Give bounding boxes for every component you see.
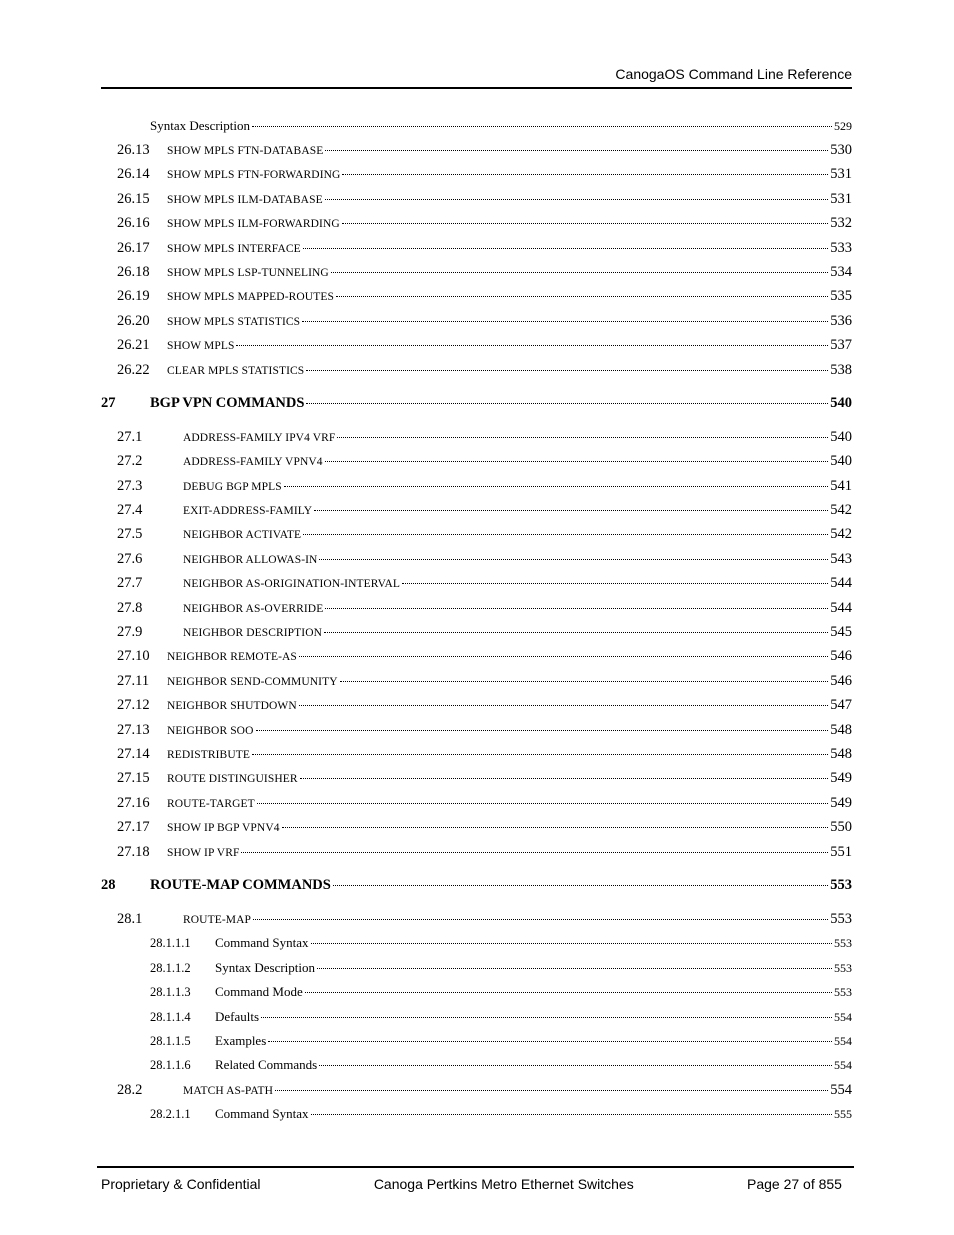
- dot-leader: [306, 403, 828, 404]
- toc-entry[interactable]: [101, 166, 852, 190]
- toc-entry-title: NEIGHBOR SHUTDOWN: [167, 700, 297, 713]
- dot-leader: [325, 608, 828, 609]
- toc-entry-title: Syntax Description: [215, 959, 316, 975]
- toc-entry-title: NEIGHBOR AS-OVERRIDE: [183, 602, 324, 615]
- toc-entry[interactable]: [101, 819, 852, 843]
- toc-entry[interactable]: [101, 746, 852, 770]
- toc-entry[interactable]: [101, 935, 852, 959]
- toc-entry-page: 554: [834, 1058, 852, 1073]
- toc-entry-page: 530: [830, 142, 852, 158]
- toc-entry-number: 27.2: [117, 453, 143, 470]
- dot-leader: [331, 272, 828, 273]
- toc-entry-number: 27.12: [117, 697, 150, 714]
- dot-leader: [311, 943, 832, 944]
- toc-entry-title: NEIGHBOR SEND-COMMUNITY: [167, 675, 338, 688]
- toc-entry-title: ROUTE-TARGET: [167, 797, 255, 810]
- toc-entry-number: 26.20: [117, 312, 150, 329]
- toc-entry-number: 27.9: [117, 624, 143, 641]
- dot-leader: [303, 248, 829, 249]
- dot-leader: [324, 632, 828, 633]
- toc-entry-number: 28.1.1.2: [150, 960, 191, 975]
- table-of-contents: [101, 118, 852, 1130]
- toc-entry-number: 27.5: [117, 526, 143, 543]
- toc-entry-page: 546: [830, 648, 852, 665]
- toc-entry-page: 544: [830, 599, 852, 616]
- toc-entry-page: 548: [830, 745, 852, 762]
- toc-entry-page: 540: [830, 428, 852, 445]
- toc-entry[interactable]: [101, 1033, 852, 1057]
- toc-entry[interactable]: [101, 1082, 852, 1106]
- toc-entry-page: 540: [830, 394, 852, 411]
- toc-entry-title: REDISTRIBUTE: [167, 748, 250, 761]
- dot-leader: [325, 199, 829, 200]
- toc-entry-title: Command Syntax: [215, 935, 309, 951]
- toc-entry-number: 28.1: [117, 910, 143, 927]
- toc-entry-page: 548: [830, 721, 852, 738]
- toc-chapter-entry[interactable]: [101, 877, 852, 901]
- toc-entry[interactable]: [101, 770, 852, 794]
- toc-entry-title: NEIGHBOR AS-ORIGINATION-INTERVAL: [183, 578, 401, 591]
- toc-entry-page: 534: [830, 263, 852, 280]
- toc-entry-title: NEIGHBOR ALLOWAS-IN: [183, 553, 318, 566]
- toc-entry-title: SHOW MPLS ILM-DATABASE: [167, 193, 323, 206]
- dot-leader: [305, 992, 832, 993]
- toc-entry-number: 26.15: [117, 190, 150, 207]
- toc-entry[interactable]: [101, 240, 852, 264]
- toc-entry[interactable]: [101, 600, 852, 624]
- dot-leader: [241, 852, 828, 853]
- toc-entry-title: SHOW MPLS LSP-TUNNELING: [167, 266, 329, 279]
- toc-entry-page: 553: [834, 985, 852, 1000]
- toc-entry[interactable]: [101, 673, 852, 697]
- toc-entry-title: NEIGHBOR REMOTE-AS: [167, 651, 297, 664]
- toc-entry-number: 28.1.1.5: [150, 1033, 191, 1048]
- toc-entry-number: 28.2: [117, 1081, 143, 1098]
- toc-entry-page: 536: [830, 312, 852, 329]
- toc-entry-page: 553: [830, 910, 852, 927]
- dot-leader: [325, 461, 829, 462]
- toc-entry-title: SHOW MPLS: [167, 340, 235, 353]
- toc-entry-page: 542: [830, 526, 852, 543]
- dot-leader: [340, 681, 829, 682]
- toc-entry-page: 550: [830, 819, 852, 836]
- toc-entry-number: 28.1.1.4: [150, 1009, 191, 1024]
- toc-entry-title: SHOW IP VRF: [167, 846, 240, 859]
- dot-leader: [342, 174, 828, 175]
- dot-leader: [282, 827, 829, 828]
- dot-leader: [311, 1114, 832, 1115]
- toc-entry-number: 26.14: [117, 166, 150, 183]
- toc-entry[interactable]: [101, 1009, 852, 1033]
- toc-entry-number: 28.2.1.1: [150, 1107, 191, 1122]
- toc-entry-page: 529: [834, 119, 852, 133]
- toc-entry-page: 545: [830, 624, 852, 641]
- toc-entry-page: 554: [830, 1081, 852, 1098]
- dot-leader: [306, 370, 828, 371]
- toc-entry-number: 27.7: [117, 575, 143, 592]
- toc-entry[interactable]: [101, 191, 852, 215]
- footer-rule: [97, 1166, 854, 1168]
- toc-entry[interactable]: [101, 697, 852, 721]
- toc-entry-number: 27.13: [117, 721, 150, 738]
- toc-entry-page: 544: [830, 575, 852, 592]
- toc-entry[interactable]: [101, 264, 852, 288]
- toc-entry[interactable]: [101, 453, 852, 477]
- toc-entry-page: 553: [830, 876, 852, 893]
- toc-entry-number: 27.3: [117, 477, 143, 494]
- toc-entry-page: 533: [830, 239, 852, 256]
- toc-entry-number: 27.18: [117, 843, 150, 860]
- toc-entry-page: 549: [830, 794, 852, 811]
- footer-page-number: Page 27 of 855: [747, 1176, 842, 1192]
- dot-leader: [300, 778, 829, 779]
- dot-leader: [253, 919, 828, 920]
- toc-entry-title: SHOW IP BGP VPNV4: [167, 822, 280, 835]
- toc-entry[interactable]: [101, 502, 852, 526]
- toc-entry-page: 537: [830, 337, 852, 354]
- toc-entry-number: 27.4: [117, 502, 143, 519]
- toc-entry-title: NEIGHBOR SOO: [167, 724, 254, 737]
- dot-leader: [319, 559, 828, 560]
- toc-entry-page: 551: [830, 843, 852, 860]
- toc-entry-title: Examples: [215, 1032, 267, 1048]
- toc-entry-page: 553: [834, 960, 852, 975]
- dot-leader: [284, 486, 829, 487]
- toc-entry-page: 535: [830, 288, 852, 305]
- toc-entry[interactable]: [101, 1106, 852, 1130]
- toc-entry-page: 547: [830, 697, 852, 714]
- toc-entry-title: SHOW MPLS STATISTICS: [167, 315, 301, 328]
- toc-entry-title: NEIGHBOR DESCRIPTION: [183, 627, 323, 640]
- toc-entry[interactable]: [101, 624, 852, 648]
- dot-leader: [342, 223, 828, 224]
- toc-entry[interactable]: [101, 288, 852, 312]
- dot-leader: [333, 885, 828, 886]
- dot-leader: [325, 150, 828, 151]
- toc-entry-number: 27.10: [117, 648, 150, 665]
- toc-entry[interactable]: [101, 960, 852, 984]
- toc-entry[interactable]: [101, 722, 852, 746]
- toc-entry-title: SHOW MPLS FTN-FORWARDING: [167, 169, 341, 182]
- toc-entry-title: DEBUG BGP MPLS: [183, 480, 282, 493]
- toc-entry[interactable]: [101, 648, 852, 672]
- toc-entry-number: 28.1.1.6: [150, 1058, 191, 1073]
- toc-entry[interactable]: [101, 526, 852, 550]
- toc-entry-title: Defaults: [215, 1008, 260, 1024]
- footer-center: Canoga Pertkins Metro Ethernet Switches: [373, 1176, 634, 1192]
- toc-entry-number: 27.11: [117, 672, 150, 689]
- dot-leader: [236, 345, 828, 346]
- toc-entry-page: 554: [834, 1009, 852, 1024]
- dot-leader: [314, 510, 828, 511]
- toc-entry-page: 553: [834, 936, 852, 951]
- toc-entry-title: Command Mode: [215, 984, 303, 1000]
- toc-entry-title: Syntax Description: [150, 118, 251, 133]
- footer-left: Proprietary & Confidential: [101, 1176, 261, 1192]
- dot-leader: [275, 1090, 828, 1091]
- toc-entry-number: 26.13: [117, 142, 150, 158]
- toc-entry[interactable]: [101, 337, 852, 361]
- toc-entry-page: 546: [830, 672, 852, 689]
- toc-entry[interactable]: [101, 142, 852, 166]
- dot-leader: [299, 705, 828, 706]
- toc-entry-number: 26.16: [117, 215, 150, 232]
- dot-leader: [319, 1065, 832, 1066]
- dot-leader: [302, 321, 828, 322]
- toc-entry-page: 555: [834, 1107, 852, 1122]
- toc-entry[interactable]: [101, 478, 852, 502]
- toc-entry-title: NEIGHBOR ACTIVATE: [183, 529, 302, 542]
- toc-entry[interactable]: [101, 551, 852, 575]
- toc-entry-page: 531: [830, 190, 852, 207]
- dot-leader: [268, 1041, 832, 1042]
- toc-entry[interactable]: [101, 313, 852, 337]
- toc-entry-number: 27.6: [117, 550, 143, 567]
- toc-entry-title: ADDRESS-FAMILY VPNV4: [183, 456, 323, 469]
- toc-entry-title: EXIT-ADDRESS-FAMILY: [183, 505, 313, 518]
- toc-entry-title: Command Syntax: [215, 1106, 309, 1122]
- dot-leader: [317, 968, 832, 969]
- toc-entry-title: CLEAR MPLS STATISTICS: [167, 364, 305, 377]
- toc-entry-page: 532: [830, 215, 852, 232]
- dot-leader: [252, 126, 832, 127]
- toc-entry-page: 542: [830, 502, 852, 519]
- toc-entry-number: 26.21: [117, 337, 150, 354]
- toc-entry-number: 27.15: [117, 770, 150, 787]
- toc-entry-page: 540: [830, 453, 852, 470]
- toc-entry[interactable]: [101, 984, 852, 1008]
- toc-chapter-entry[interactable]: [101, 395, 852, 419]
- toc-entry-page: 554: [834, 1033, 852, 1048]
- toc-entry[interactable]: [101, 118, 852, 142]
- toc-entry-number: 27.8: [117, 599, 143, 616]
- dot-leader: [402, 583, 828, 584]
- toc-entry[interactable]: [101, 362, 852, 386]
- toc-entry-title: SHOW MPLS MAPPED-ROUTES: [167, 291, 334, 304]
- toc-entry[interactable]: [101, 215, 852, 239]
- page-footer: [101, 1176, 842, 1192]
- header-rule: [101, 87, 852, 89]
- toc-entry-title: ROUTE-MAP COMMANDS: [150, 876, 331, 893]
- toc-entry[interactable]: [101, 795, 852, 819]
- toc-entry-number: 27.14: [117, 745, 150, 762]
- toc-entry-title: SHOW MPLS FTN-DATABASE: [167, 145, 324, 157]
- toc-entry[interactable]: [101, 575, 852, 599]
- dot-leader: [303, 534, 828, 535]
- toc-entry-page: 538: [830, 361, 852, 378]
- dot-leader: [336, 296, 828, 297]
- toc-entry[interactable]: [101, 1057, 852, 1081]
- toc-entry-number: 28.1.1.1: [150, 936, 191, 951]
- toc-entry-number: 28.1.1.3: [150, 985, 191, 1000]
- toc-entry-number: 27.16: [117, 794, 150, 811]
- toc-entry-number: 27.1: [117, 428, 143, 445]
- toc-entry-title: SHOW MPLS INTERFACE: [167, 242, 301, 255]
- toc-entry[interactable]: [101, 844, 852, 868]
- toc-entry-title: SHOW MPLS ILM-FORWARDING: [167, 218, 340, 231]
- page-header: CanogaOS Command Line Reference: [615, 66, 852, 82]
- toc-entry-number: 27: [101, 394, 116, 411]
- toc-entry-page: 531: [830, 166, 852, 183]
- dot-leader: [299, 656, 828, 657]
- dot-leader: [252, 754, 828, 755]
- toc-entry[interactable]: [101, 911, 852, 935]
- toc-entry-title: ADDRESS-FAMILY IPV4 VRF: [183, 431, 336, 444]
- toc-entry-number: 26.19: [117, 288, 150, 305]
- toc-entry-number: 26.22: [117, 361, 150, 378]
- toc-entry-number: 26.17: [117, 239, 150, 256]
- toc-entry-number: 26.18: [117, 263, 150, 280]
- toc-entry-title: Related Commands: [215, 1057, 318, 1073]
- dot-leader: [337, 437, 828, 438]
- toc-entry[interactable]: [101, 429, 852, 453]
- toc-entry-number: 27.17: [117, 819, 150, 836]
- toc-entry-number: 28: [101, 876, 116, 893]
- toc-entry-title: BGP VPN COMMANDS: [150, 394, 305, 411]
- toc-entry-page: 543: [830, 550, 852, 567]
- toc-entry-title: ROUTE-MAP: [183, 913, 251, 926]
- dot-leader: [257, 803, 828, 804]
- dot-leader: [256, 730, 829, 731]
- toc-entry-page: 541: [830, 477, 852, 494]
- toc-entry-title: MATCH AS-PATH: [183, 1084, 274, 1097]
- toc-entry-title: ROUTE DISTINGUISHER: [167, 773, 298, 786]
- toc-entry-page: 549: [830, 770, 852, 787]
- dot-leader: [261, 1017, 832, 1018]
